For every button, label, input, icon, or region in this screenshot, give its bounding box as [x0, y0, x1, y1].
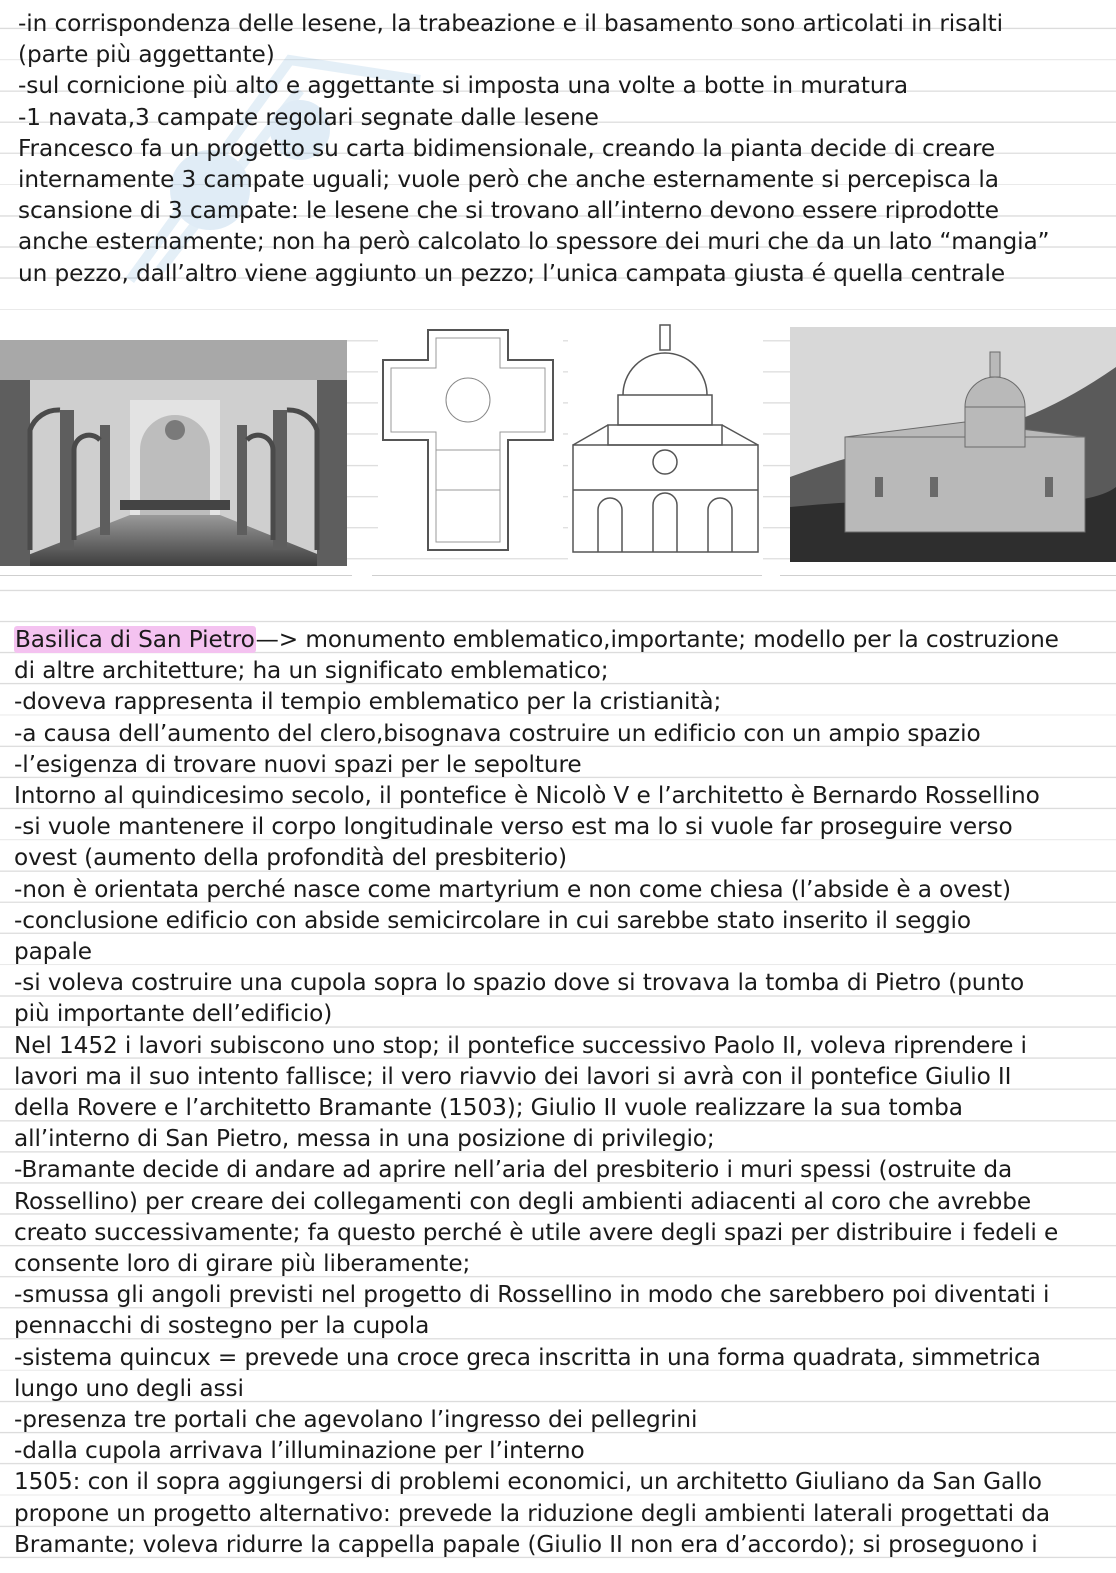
text-line: Francesco fa un progetto su carta bidimensionale, creando la pianta decide di creare: [18, 134, 996, 162]
divider: [0, 575, 352, 576]
text-line: Intorno al quindicesimo secolo, il pontefice è Nicolò V e l’architetto è Bernardo Rossellino: [14, 782, 1040, 809]
highlight-title: Basilica di San Pietro: [15, 626, 255, 653]
text-line: [14, 624, 1059, 655]
text-line: (parte più aggettante): [18, 41, 275, 69]
text-line: internamente 3 campate uguali; vuole però che anche esternamente si percepisca la: [18, 166, 999, 193]
text-line: creato successivamente; fa questo perché è utile avere degli spazi per distribuire i fedeli e: [14, 1218, 1059, 1246]
text-line: Bramante; voleva ridurre la cappella papale (Giulio II non era d’accordo); si proseguono i: [14, 1530, 1038, 1558]
exterior-photo: [790, 327, 1116, 562]
text-line: più importante dell’edificio): [14, 1000, 333, 1028]
divider: [372, 575, 762, 576]
text-line: -in corrispondenza delle lesene, la trabeazione e il basamento sono articolati in risalti: [18, 10, 1003, 37]
text-line: scansione di 3 campate: le lesene che si trovano all’interno devono essere riprodotte: [18, 197, 999, 225]
text-line: anche esternamente; non ha però calcolato lo spessore dei muri che da un lato “mangia”: [18, 228, 1050, 256]
text-line: pennacchi di sostegno per la cupola: [14, 1312, 430, 1340]
text-line: Rossellino) per creare dei collegamenti con degli ambienti adiacenti al coro che avrebbe: [14, 1187, 1032, 1215]
plan-drawing: [378, 320, 563, 558]
text-line: 1505: con il sopra aggiungersi di problemi economici, un architetto Giuliano da San Gallo: [14, 1468, 1042, 1496]
text-line: -1 navata,3 campate regolari segnate dalle lesene: [18, 103, 599, 131]
text-line: -l’esigenza di trovare nuovi spazi per le sepolture: [14, 750, 582, 778]
text-line: -presenza tre portali che agevolano l’ingresso dei pellegrini: [14, 1406, 698, 1433]
text-line: lungo uno degli assi: [14, 1374, 244, 1402]
text-line: Nel 1452 i lavori subiscono uno stop; il pontefice successivo Paolo II, voleva riprendere i: [14, 1031, 1027, 1059]
text-line: consente loro di girare più liberamente;: [14, 1250, 471, 1277]
text-line: di altre architetture; ha un significato emblematico;: [14, 657, 609, 685]
text-line: ovest (aumento della profondità del presbiterio): [14, 844, 567, 872]
section-drawing: [568, 320, 763, 570]
title-line-rest: —> monumento emblematico,importante; modello per la costruzione: [255, 626, 1059, 653]
divider: [780, 575, 1116, 576]
text-line: lavori ma il suo intento fallisce; il vero riavvio dei lavori si avrà con il pontefice Giulio II: [14, 1062, 1012, 1090]
text-line: -doveva rappresenta il tempio emblematico per la cristianità;: [14, 688, 722, 716]
text-line: -sistema quincux = prevede una croce greca inscritta in una forma quadrata, simmetrica: [14, 1343, 1041, 1371]
interior-photo: [0, 340, 347, 566]
text-line: un pezzo, dall’altro viene aggiunto un pezzo; l’unica campata giusta é quella centrale: [18, 259, 1006, 287]
text-line: propone un progetto alternativo: prevede la riduzione degli ambienti laterali progettati da: [14, 1499, 1050, 1527]
text-line: all’interno di San Pietro, messa in una posizione di privilegio;: [14, 1125, 715, 1153]
text-line: -si voleva costruire una cupola sopra lo spazio dove si trovava la tomba di Pietro (punto: [14, 969, 1025, 997]
text-line: -dalla cupola arrivava l’illuminazione per l’interno: [14, 1437, 585, 1465]
text-line: -non è orientata perché nasce come martyrium e non come chiesa (l’abside è a ovest): [14, 875, 1011, 903]
text-line: -conclusione edificio con abside semicircolare in cui sarebbe stato inserito il seggio: [14, 906, 971, 934]
text-line: -Bramante decide di andare ad aprire nell’aria del presbiterio i muri spessi (ostruite da: [14, 1156, 1013, 1184]
text-line: -a causa dell’aumento del clero,bisognava costruire un edificio con un ampio spazio: [14, 719, 981, 747]
text-line: -smussa gli angoli previsti nel progetto di Rossellino in modo che sarebbero poi diventati i: [14, 1281, 1050, 1309]
text-line: -si vuole mantenere il corpo longitudinale verso est ma lo si vuole far proseguire verso: [14, 813, 1013, 841]
text-line: della Rovere e l’architetto Bramante (1503); Giulio II vuole realizzare la sua tomba: [14, 1094, 963, 1121]
text-line: papale: [14, 938, 92, 965]
text-line: -sul cornicione più alto e aggettante si imposta una volte a botte in muratura: [18, 72, 908, 100]
